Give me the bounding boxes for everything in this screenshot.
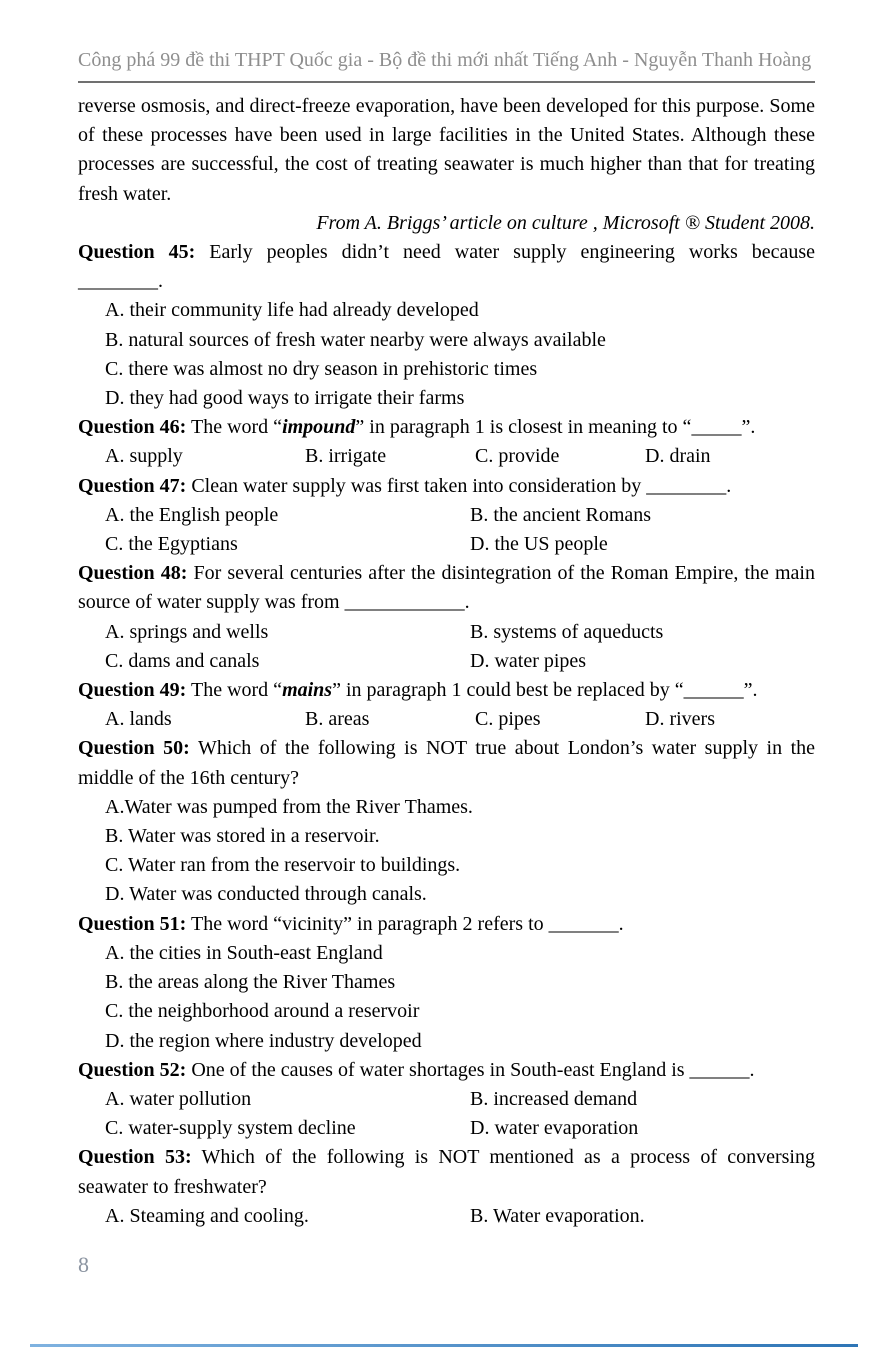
option-item: A. supply xyxy=(105,445,183,468)
question-block xyxy=(78,413,815,471)
option-item: A. springs and wells xyxy=(105,620,269,643)
question-block xyxy=(78,910,815,1056)
option-item: D. water evaporation xyxy=(470,1117,639,1140)
option-item: D. they had good ways to irrigate their farms xyxy=(105,387,465,410)
option-item: B. Water evaporation. xyxy=(470,1204,645,1227)
question-stem xyxy=(78,1056,815,1085)
options-group xyxy=(78,705,815,734)
stem-text: For several centuries after the disintegration of the Roman Empire, the main source of water supply was from ____________. xyxy=(78,562,815,614)
question-stem xyxy=(78,676,815,705)
option-item: C. provide xyxy=(475,445,560,468)
option-item: C. the neighborhood around a reservoir xyxy=(105,1000,420,1023)
question-block xyxy=(78,1143,815,1231)
stem-text: The word “vicinity” in paragraph 2 refers to _______. xyxy=(186,912,624,935)
options-group xyxy=(78,296,815,413)
option-item: C. the Egyptians xyxy=(105,533,238,556)
question-label: Question 47: xyxy=(78,474,187,497)
option-item: B. increased demand xyxy=(470,1087,638,1110)
stem-text: Which of the following is NOT mentioned as a process of conversing seawater to freshwater? xyxy=(78,1146,815,1198)
option-item: C. Water ran from the reservoir to buildings. xyxy=(105,854,461,877)
options-group xyxy=(78,618,815,676)
passage-source-citation: From A. Briggs’ article on culture , Microsoft ® Student 2008. xyxy=(316,211,815,234)
option-item: C. dams and canals xyxy=(105,649,260,672)
option-item: A. the cities in South-east England xyxy=(105,941,383,964)
question-label: Question 46: xyxy=(78,416,187,439)
stem-keyword: mains xyxy=(282,679,333,702)
question-block xyxy=(78,559,815,676)
question-label: Question 51: xyxy=(78,912,187,935)
option-item: A.Water was pumped from the River Thames. xyxy=(105,795,473,818)
stem-text: Which of the following is NOT true about London’s water supply in the middle of the 16th century? xyxy=(78,737,815,789)
option-item: B. the areas along the River Thames xyxy=(105,971,396,994)
options-group xyxy=(78,1202,815,1231)
option-item: A. Steaming and cooling. xyxy=(105,1204,309,1227)
stem-text: Early peoples didn’t need water supply engineering works because ________. xyxy=(78,241,816,293)
question-block xyxy=(78,676,815,734)
stem-text: The word “ xyxy=(186,416,283,439)
running-header: Công phá 99 đề thi THPT Quốc gia - Bộ đề thi mới nhất Tiếng Anh - Nguyễn Thanh Hoàng xyxy=(78,46,815,83)
options-group xyxy=(78,501,815,559)
page-number: 8 xyxy=(78,1252,89,1277)
option-item: D. the region where industry developed xyxy=(105,1029,422,1052)
option-item: B. Water was stored in a reservoir. xyxy=(105,825,380,848)
question-label: Question 53: xyxy=(78,1146,192,1169)
options-group xyxy=(78,793,815,910)
stem-text: ” in paragraph 1 could best be replaced by “______”. xyxy=(332,679,758,702)
option-item: B. natural sources of fresh water nearby were always available xyxy=(105,328,606,351)
stem-text: One of the causes of water shortages in South-east England is ______. xyxy=(186,1058,755,1081)
question-stem xyxy=(78,734,815,792)
stem-keyword: impound xyxy=(282,416,356,439)
question-label: Question 45: xyxy=(78,241,196,264)
question-label: Question 50: xyxy=(78,737,190,760)
passage-text: reverse osmosis, and direct-freeze evaporation, have been developed for this purpose. Some of these processes have been used in large facilities in the United States. Although these processes are successful, the cost of treating seawater is much higher than that for treating fresh water. xyxy=(78,95,815,205)
question-stem xyxy=(78,413,815,442)
question-block xyxy=(78,472,815,560)
option-item: D. rivers xyxy=(645,708,715,731)
options-group xyxy=(78,442,815,471)
option-item: C. pipes xyxy=(475,708,541,731)
question-block xyxy=(78,238,815,413)
option-item: C. there was almost no dry season in prehistoric times xyxy=(105,357,538,380)
option-item: A. water pollution xyxy=(105,1087,252,1110)
page-content xyxy=(78,46,815,1231)
option-item: A. their community life had already developed xyxy=(105,299,479,322)
option-item: B. irrigate xyxy=(305,445,387,468)
question-label: Question 49: xyxy=(78,679,187,702)
question-block xyxy=(78,1056,815,1144)
question-label: Question 48: xyxy=(78,562,188,585)
question-stem xyxy=(78,559,815,617)
option-item: D. the US people xyxy=(470,533,608,556)
options-group xyxy=(78,939,815,1056)
option-item: D. Water was conducted through canals. xyxy=(105,883,427,906)
option-item: B. areas xyxy=(305,708,370,731)
question-label: Question 52: xyxy=(78,1058,187,1081)
option-item: D. drain xyxy=(645,445,711,468)
question-block xyxy=(78,734,815,909)
question-stem xyxy=(78,472,815,501)
option-item: C. water-supply system decline xyxy=(105,1117,356,1140)
question-stem xyxy=(78,238,815,296)
option-item: A. the English people xyxy=(105,503,279,526)
questions-container xyxy=(78,238,815,1231)
option-item: A. lands xyxy=(105,708,172,731)
stem-text: ” in paragraph 1 is closest in meaning to “_____”. xyxy=(355,416,756,439)
option-item: B. the ancient Romans xyxy=(470,503,652,526)
question-stem xyxy=(78,1143,815,1201)
bottom-rule-bar xyxy=(30,1344,858,1347)
option-item: D. water pipes xyxy=(470,649,587,672)
option-item: B. systems of aqueducts xyxy=(470,620,664,643)
question-stem xyxy=(78,910,815,939)
options-group xyxy=(78,1085,815,1143)
stem-text: Clean water supply was first taken into consideration by ________. xyxy=(186,474,732,497)
stem-text: The word “ xyxy=(186,679,283,702)
